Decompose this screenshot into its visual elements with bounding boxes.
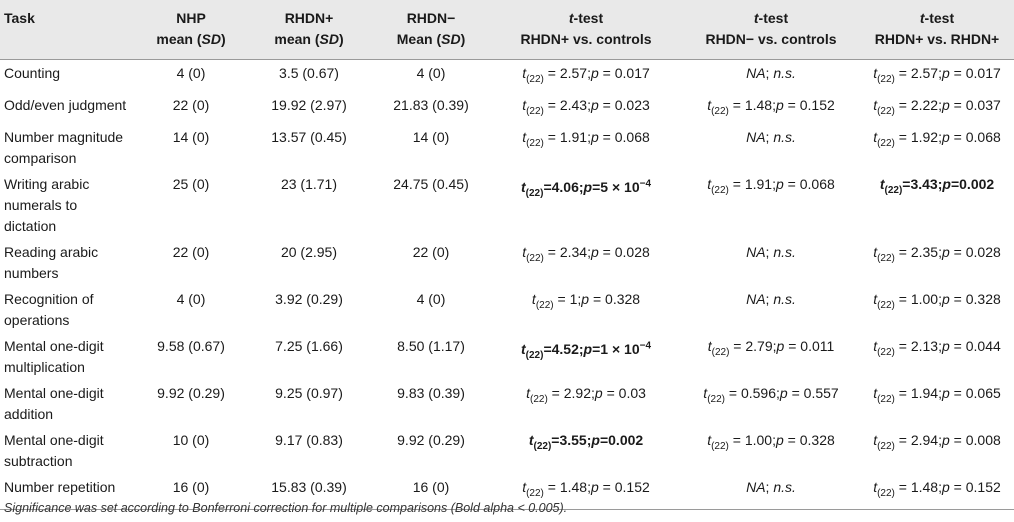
p-symbol: p [591,431,600,448]
t-symbol: t [522,96,527,113]
p-value: 0.328 [605,290,641,307]
p-symbol: p [590,243,599,260]
header-rhdn-plus-sd: SD [319,31,339,47]
p-symbol: p [779,384,788,401]
header-rhdn-plus [246,0,372,60]
df-label: (22) [529,393,548,405]
ttest-1-cell [490,380,682,427]
t-symbol: t [531,290,536,307]
t-symbol: t [873,96,878,113]
stat-value: $t_{(22)}$ = 0.596;p = 0.557 [703,384,839,405]
df-label: (22) [877,252,895,264]
p-symbol: p [941,478,950,495]
header-ttest-2-word: -test [758,10,789,26]
t-value: 1.92 [910,128,939,145]
rhdn-minus-cell: 4 (0) [416,290,446,307]
df-label: (22) [884,184,903,196]
ttest-1-cell [490,60,682,92]
rhdn-plus-cell: 15.83 (0.39) [246,474,372,510]
df-label: (22) [526,105,544,117]
rhdn-minus-cell: 16 (0) [372,474,490,510]
rhdn-plus-cell: 9.17 (0.83) [275,431,343,448]
nhp-cell: 22 (0) [172,96,210,113]
rhdn-minus-cell: 21.83 (0.39) [393,96,469,113]
ttest-3-cell [860,427,1014,474]
header-rhdn-minus-close: ) [460,31,466,47]
rhdn-minus-cell: 8.50 (1.17) [397,337,465,354]
t-value: 2.35 [910,243,939,260]
p-symbol: p [941,431,950,448]
nhp-cell: 4 (0) [176,290,206,307]
ns-label: n.s. [773,290,796,307]
header-nhp-close: ) [220,31,226,47]
task-cell: Recognition of operations [4,290,94,328]
df-label: (22) [707,393,725,405]
t-value: 1 [569,290,578,307]
p-value: 0.017 [965,65,1001,81]
p-value: 0.017 [614,65,650,81]
ns-label: n.s. [773,243,796,260]
ttest-3-cell [860,92,1014,124]
task-cell: Mental one-digit multiplication [4,337,104,375]
p-symbol: p [775,96,784,113]
header-nhp [136,0,246,60]
p-symbol: p [776,337,785,354]
p-value: 0.011 [800,337,835,354]
table-row [0,333,1014,380]
stat-value: $t_{(22)}$ = 1.48;p = 0.152 [522,478,650,499]
df-label: (22) [525,188,544,200]
header-row [0,0,1014,60]
t-symbol: t [526,384,530,401]
p-exponent: −4 [639,340,652,352]
stat-value: $t_{(22)}$ = 2.94;p = 0.008 [873,431,1001,452]
header-ttest-2 [682,0,860,60]
p-symbol: p [775,431,784,448]
ttest-1-cell [490,286,682,333]
p-value: 0.152 [799,96,835,113]
header-ttest-1-comparison: RHDN+ vs. controls [520,31,652,47]
p-symbol: p [594,384,603,401]
p-value: 0.557 [803,384,839,401]
t-symbol: t [522,478,527,495]
t-value: 2.57 [559,65,588,81]
t-symbol: t [520,179,526,196]
t-symbol: t [873,65,878,81]
header-rhdn-plus-close: ) [338,31,344,47]
t-symbol: t [520,341,526,358]
t-symbol: t [873,290,878,307]
rhdn-minus-cell: 24.75 (0.45) [393,175,469,192]
t-value: 4.06 [551,179,579,196]
table-body [0,60,1014,510]
p-value: 0.068 [799,175,835,192]
df-label: (22) [525,350,544,362]
stat-value: $t_{(22)}$ = 1.00;p = 0.328 [873,290,1001,311]
df-label: (22) [711,184,729,196]
p-symbol: p [941,96,950,113]
p-symbol: p [941,65,950,81]
table-row [0,92,1014,124]
t-symbol: t [873,243,878,260]
ttest-2-cell: NA; n.s. [746,65,796,81]
t-value: 1.00 [910,290,939,307]
header-ttest-1-word: -test [573,10,604,26]
ttest-2-cell: NA; n.s. [746,128,796,145]
p-value: 0.03 [618,384,646,401]
ttest-3-cell [860,333,1014,380]
t-symbol: t [703,384,708,401]
t-value: 1.00 [744,431,773,448]
rhdn-plus-cell: 20 (2.95) [280,243,338,260]
t-symbol: t [873,478,878,495]
df-label: (22) [711,105,729,117]
p-symbol: p [590,478,599,495]
stat-value: $t_{(22)}$ = 1;p = 0.328 [531,290,641,311]
task-cell: Counting [4,65,61,81]
task-cell: Reading arabic numbers [4,243,99,281]
p-symbol: p [590,128,599,145]
ttest-3-cell [860,286,1014,333]
stat-value: $t_{(22)}=4.52;p=1 \times 10^{-4}$ [520,340,652,362]
t-value: 0.596 [740,384,776,401]
t-symbol: t [873,128,878,145]
p-symbol: p [583,179,593,196]
ttest-1-cell [490,171,682,239]
header-rhdn-minus-sd: SD [441,31,461,47]
df-label: (22) [877,487,895,499]
rhdn-plus-cell: 9.25 (0.97) [275,384,343,401]
ttest-2-cell [682,380,860,427]
task-cell: Mental one-digit subtraction [4,431,104,469]
p-value: 0.328 [965,290,1001,307]
t-symbol: t [522,243,527,260]
ttest-1-cell [490,124,682,171]
header-ttest-3-word: -test [924,10,955,26]
t-symbol: t [707,175,712,192]
ttest-2-cell: NA; n.s. [746,243,796,260]
ttest-2-cell [682,333,860,380]
rhdn-plus-cell: 23 (1.71) [280,175,338,192]
nhp-cell: 25 (0) [172,175,210,192]
p-exponent: −4 [639,178,652,190]
header-ttest-2-comparison: RHDN− vs. controls [705,31,837,47]
t-symbol: t [522,128,527,145]
nhp-cell: 10 (0) [172,431,210,448]
p-symbol: p [941,243,950,260]
p-value: 0.008 [965,431,1001,448]
rhdn-plus-cell: 3.5 (0.67) [279,65,339,81]
t-value: 1.48 [744,96,773,113]
rhdn-plus-cell: 3.92 (0.29) [275,290,343,307]
header-ttest-2-t: t [753,10,759,26]
stat-value: $t_{(22)}$ = 2.35;p = 0.028 [873,243,1001,264]
t-symbol: t [873,337,878,354]
table-row [0,60,1014,92]
p-symbol: p [942,175,951,192]
stat-value: $t_{(22)}$ = 1.91;p = 0.068 [707,175,835,196]
table-row [0,124,1014,171]
nhp-cell: 4 (0) [176,65,206,81]
t-value: 1.48 [910,478,939,495]
task-cell: Number repetition [0,474,136,510]
p-value: 0.028 [965,243,1001,260]
header-ttest-1-t: t [568,10,574,26]
ttest-3-cell [860,474,1014,510]
ttest-1-cell [490,239,682,286]
task-cell: Number magnitude comparison [4,128,124,166]
nhp-cell: 16 (0) [136,474,246,510]
t-value: 1.91 [744,175,773,192]
t-value: 3.55 [559,431,587,448]
table-row [0,286,1014,333]
p-value: 0.328 [799,431,835,448]
stat-value: $t_{(22)}$ = 2.57;p = 0.017 [873,65,1001,85]
ns-label: n.s. [773,128,796,145]
table-row [0,171,1014,239]
p-symbol: p [590,96,599,113]
task-cell: Mental one-digit addition [4,384,104,422]
df-label: (22) [877,73,895,85]
p-symbol: p [775,175,784,192]
stat-value: $t_{(22)}$ = 1.91;p = 0.068 [522,128,650,149]
stat-value: $t_{(22)}$ = 1.94;p = 0.065 [873,384,1001,405]
ttest-3-cell [860,124,1014,171]
t-symbol: t [873,431,878,448]
ttest-3-cell [860,239,1014,286]
header-rhdn-minus-line1: RHDN− [406,10,456,26]
header-rhdn-minus-mean: Mean ( [396,31,442,47]
stat-value: $t_{(22)}=3.55;p=0.002$ [528,431,644,452]
df-label: (22) [526,137,544,149]
stat-value: $t_{(22)}$ = 2.79;p = 0.011 [707,337,835,358]
p-symbol: p [941,290,950,307]
header-nhp-sd: SD [201,31,221,47]
stat-value: $t_{(22)}$ = 1.92;p = 0.068 [873,128,1001,149]
ttest-2-cell: NA; n.s. [746,290,796,307]
df-label: (22) [877,440,895,452]
stat-value: $t_{(22)}$ = 2.34;p = 0.028 [522,243,650,264]
header-rhdn-plus-mean: mean ( [274,31,320,47]
stat-value: $t_{(22)}$ = 2.92;p = 0.03 [526,384,646,405]
header-ttest-3-comparison: RHDN+ vs. RHDN+ [874,31,1000,47]
p-symbol: p [590,65,599,81]
task-cell: Odd/even judgment [4,96,127,113]
ttest-2-cell [682,92,860,124]
t-value: 2.22 [910,96,939,113]
table-row [0,427,1014,474]
stat-value: $t_{(22)}$ = 1.48;p = 0.152 [707,96,835,117]
t-symbol: t [707,431,712,448]
header-rhdn-minus [372,0,490,60]
df-label: (22) [533,440,552,452]
t-value: 2.79 [745,337,773,354]
p-symbol: p [941,337,950,354]
stat-value: $t_{(22)}$ = 1.48;p = 0.152 [873,478,1001,499]
p-value: 0.028 [614,243,650,260]
stat-value: $t_{(22)}$ = 1.00;p = 0.328 [707,431,835,452]
t-value: 4.52 [551,341,579,358]
stat-value: $t_{(22)}$ = 2.57;p = 0.017 [522,65,650,85]
t-symbol: t [528,431,534,448]
header-rhdn-plus-line1: RHDN+ [284,10,334,26]
table-row [0,239,1014,286]
p-value: 0.152 [965,478,1001,495]
na-label: NA [746,128,766,145]
p-value: 0.065 [965,384,1001,401]
na-label: NA [746,478,766,495]
na-label: NA [746,243,766,260]
ttest-2-cell: NA; n.s. [682,474,860,510]
ttest-2-cell [682,171,860,239]
stat-value: $t_{(22)}=4.06;p=5 \times 10^{-4}$ [520,178,652,200]
p-symbol: p [583,341,593,358]
df-label: (22) [526,73,544,85]
ttest-3-cell [860,60,1014,92]
na-label: NA [746,290,766,307]
t-symbol: t [707,337,712,354]
ttest-1-cell [490,333,682,380]
rhdn-plus-cell: 19.92 (2.97) [271,96,347,113]
t-value: 2.34 [559,243,588,260]
task-cell: Writing arabic numerals to dictation [4,175,90,234]
df-label: (22) [711,440,729,452]
header-ttest-3-t: t [919,10,925,26]
header-task: Task [0,0,136,60]
nhp-cell: 9.92 (0.29) [157,384,225,401]
t-symbol: t [522,65,527,81]
df-label: (22) [526,487,544,499]
p-value: 0.068 [614,128,650,145]
t-value: 2.57 [910,65,939,81]
t-value: 2.13 [910,337,939,354]
rhdn-minus-cell: 14 (0) [412,128,450,145]
ttest-3-cell [860,380,1014,427]
df-label: (22) [877,137,895,149]
stat-value: $t_{(22)}$ = 2.13;p = 0.044 [873,337,1001,358]
na-label: NA [746,65,766,81]
t-symbol: t [879,175,885,192]
ns-label: n.s. [773,65,796,81]
p-value: 0.152 [614,478,650,495]
df-label: (22) [711,346,730,358]
p-symbol: p [941,128,950,145]
p-value: 0.002 [959,175,995,192]
table-row [0,380,1014,427]
t-value: 3.43 [910,175,938,192]
rhdn-minus-cell: 9.92 (0.29) [397,431,465,448]
p-value: 0.044 [965,337,1001,354]
footnote: Significance was set according to Bonferroni correction for multiple comparisons (Bold alpha < 0.005). [4,501,568,515]
p-symbol: p [581,290,590,307]
t-value: 1.91 [559,128,588,145]
t-value: 2.92 [563,384,591,401]
p-value: 1 × 10 [600,341,640,358]
t-value: 2.94 [910,431,939,448]
rhdn-minus-cell: 4 (0) [416,65,446,81]
nhp-cell: 14 (0) [172,128,210,145]
header-ttest-1 [490,0,682,60]
header-nhp-line1: NHP [176,10,206,26]
ttest-2-cell [682,427,860,474]
p-value: 5 × 10 [600,179,640,196]
t-symbol: t [707,96,712,113]
p-symbol: p [941,384,950,401]
ttest-1-cell [490,92,682,124]
df-label: (22) [877,299,895,311]
rhdn-minus-cell: 22 (0) [412,243,450,260]
p-value: 0.068 [965,128,1001,145]
header-nhp-mean: mean ( [156,31,202,47]
stat-value: $t_{(22)}$ = 2.43;p = 0.023 [522,96,650,117]
t-value: 2.43 [559,96,588,113]
header-ttest-3 [860,0,1014,60]
stat-value: $t_{(22)}=3.43;p=0.002$ [879,175,995,196]
ns-label: n.s. [773,478,796,495]
df-label: (22) [877,105,895,117]
stat-value: $t_{(22)}$ = 2.22;p = 0.037 [873,96,1001,117]
rhdn-plus-cell: 7.25 (1.66) [275,337,343,354]
ttest-1-cell [490,427,682,474]
df-label: (22) [535,299,554,311]
t-symbol: t [873,384,878,401]
t-value: 1.94 [910,384,939,401]
df-label: (22) [526,252,544,264]
rhdn-plus-cell: 13.57 (0.45) [271,128,347,145]
p-value: 0.023 [614,96,650,113]
nhp-cell: 9.58 (0.67) [157,337,225,354]
ttest-3-cell [860,171,1014,239]
t-value: 1.48 [559,478,588,495]
nhp-cell: 22 (0) [172,243,210,260]
df-label: (22) [877,393,895,405]
p-value: 0.037 [965,96,1001,113]
p-value: 0.002 [608,431,644,448]
rhdn-minus-cell: 9.83 (0.39) [397,384,465,401]
df-label: (22) [877,346,895,358]
